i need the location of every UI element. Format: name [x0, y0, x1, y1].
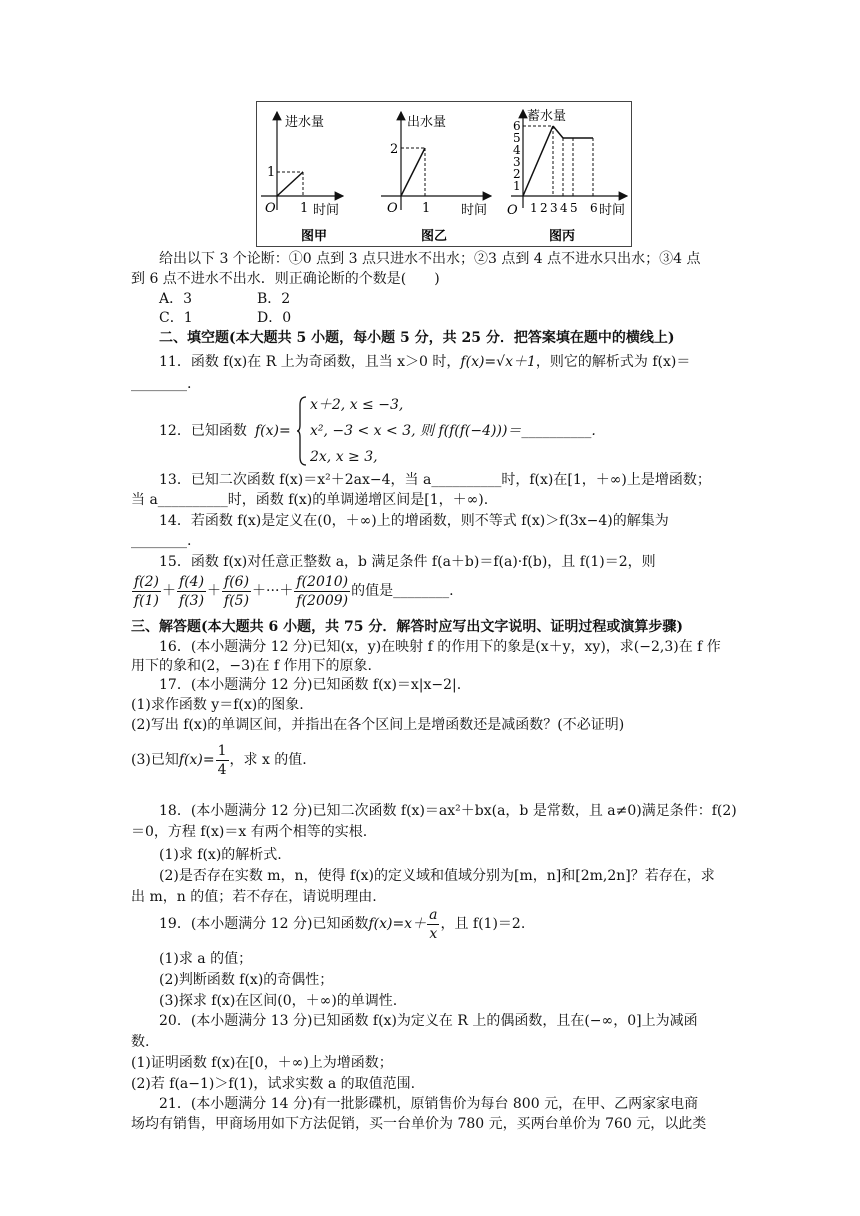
q12-piece2: x², −3 < x < 3, 则 f(f(f(−4)))＝__________. — [310, 423, 596, 439]
q12-piece1: x＋2, x ≤ −3, — [310, 397, 404, 413]
graph-c-yticks — [513, 119, 521, 193]
graph-b-caption: 图乙 — [421, 229, 448, 244]
q15-op3: ＋···＋ — [252, 583, 294, 599]
q12-fx: f(x)= — [255, 423, 291, 439]
svg-text:3: 3 — [550, 201, 558, 215]
q15-sum — [131, 571, 454, 611]
q19-text-c: ，且 f(1)＝2. — [440, 916, 526, 932]
q15-frac2: $\frac{f(4)}{f(3)}$ — [179, 573, 205, 609]
q20-line4: (2)若 f(a−1)＞f(1)，试求实数 a 的取值范围. — [131, 1076, 416, 1092]
graph-c-xlabel: 时间 — [599, 203, 626, 218]
q16-line1: 16．(本小题满分 12 分)已知(x，y)在映射 f 的作用下的象是(x＋y，xy)，求(−2,3)在 f 作 — [159, 639, 721, 655]
svg-text:6: 6 — [513, 119, 521, 133]
graph-c-origin: O — [507, 203, 518, 218]
graph-c-ylabel: 蓄水量 — [527, 109, 567, 124]
q17-text-a: (3)已知 — [131, 752, 179, 768]
figure-panel — [256, 101, 632, 247]
q13-line1: 13．已知二次函数 f(x)＝x²＋2ax−4，当 a__________时，f(x)在[1，＋∞)上是增函数； — [159, 472, 711, 488]
svg-text:1: 1 — [513, 179, 521, 193]
q14-line1: 14．若函数 f(x)是定义在(0，＋∞)上的增函数，则不等式 f(x)＞f(3x−4)的解集为 — [159, 513, 669, 529]
q19-line2: (1)求 a 的值； — [159, 951, 253, 967]
q20-line2: 数. — [131, 1034, 150, 1050]
q15-frac1: $\frac{f(2)}{f(1)}$ — [134, 573, 160, 609]
graph-b-ytick: 2 — [390, 142, 399, 157]
graph-a-origin: O — [265, 201, 276, 216]
q10-option-a: A．3 — [159, 291, 193, 307]
graph-c-caption: 图丙 — [549, 229, 576, 244]
q20-line1: 20．(本小题满分 13 分)已知函数 f(x)为定义在 R 上的偶函数，且在(−∞，0]上为减函 — [159, 1013, 698, 1029]
q20-line3: (1)证明函数 f(x)在[0，＋∞)上为增函数； — [131, 1055, 393, 1071]
q19-line4: (3)探求 f(x)在区间(0，＋∞)的单调性. — [159, 993, 398, 1009]
q11-text-c: ，则它的解析式为 f(x)＝ — [535, 354, 691, 370]
graph-b-origin: O — [387, 201, 398, 216]
svg-text:6: 6 — [590, 201, 598, 215]
q21-line1: 21．(本小题满分 14 分)有一批影碟机，原销售价为每台 800 元，在甲、乙两家家电商 — [159, 1096, 699, 1112]
q11-blank: ________. — [131, 376, 192, 392]
graph-a-ytick: 1 — [267, 165, 276, 180]
q17-line2: (1)求作函数 y＝f(x)的图象. — [131, 697, 304, 713]
q17-frac: $\frac{1}{4}$ — [217, 742, 227, 778]
svg-text:3: 3 — [513, 155, 521, 169]
q15-op1: ＋ — [162, 583, 177, 599]
q21-line2: 场均有销售，甲商场用如下方法促销，买一台单价为 780 元，买两台单价为 760 元，以此类 — [131, 1116, 707, 1132]
q19-fx: f(x)=x＋ — [368, 916, 427, 932]
q17-fx: f(x)= — [178, 752, 215, 768]
q17-line4 — [131, 740, 307, 780]
svg-text:4: 4 — [560, 201, 568, 215]
svg-text:1: 1 — [530, 201, 538, 215]
q18-line4: (2)是否存在实数 m，n，使得 f(x)的定义域和值域分别为[m，n]和[2m,2n]？若存在，求 — [159, 868, 715, 884]
graph-b-xlabel: 时间 — [461, 203, 488, 218]
graph-b — [381, 112, 491, 244]
q19-text-a: 19．(本小题满分 12 分)已知函数 — [159, 916, 369, 932]
q15-tail: 的值是________. — [351, 583, 454, 599]
q17-text-c: ，求 x 的值. — [229, 752, 307, 768]
q17-line3: (2)写出 f(x)的单调区间，并指出在各个区间上是增函数还是减函数？(不必证明) — [131, 717, 625, 733]
q10-line2: 到 6 点不进水不出水．则正确论断的个数是( ) — [131, 271, 440, 287]
graph-a-xtick: 1 — [300, 201, 309, 216]
q15-frac4: $\frac{f(2010)}{f(2009)}$ — [296, 573, 349, 609]
q10-option-c: C．1 — [159, 310, 193, 326]
q11-line1 — [159, 352, 690, 372]
q18-line5: 出 m，n 的值；若不存在，请说明理由. — [131, 889, 377, 905]
q12-label: 12．已知函数 — [159, 423, 247, 439]
q17-line1: 17．(本小题满分 12 分)已知函数 f(x)＝x|x−2|. — [159, 677, 462, 693]
q14-line2: ________. — [131, 533, 192, 549]
q13-line2: 当 a__________时，函数 f(x)的单调递增区间是[1，＋∞). — [131, 492, 489, 508]
q10-option-d: D．0 — [257, 310, 292, 326]
svg-text:2: 2 — [513, 167, 521, 181]
graph-c-xticks — [530, 201, 598, 215]
graph-a-caption: 图甲 — [301, 229, 328, 244]
q15-line1: 15．函数 f(x)对任意正整数 a，b 满足条件 f(a＋b)＝f(a)·f(b)，且 f(1)＝2，则 — [159, 554, 656, 570]
graphs-svg — [257, 102, 631, 246]
graph-b-xtick: 1 — [422, 201, 431, 216]
svg-text:4: 4 — [513, 143, 521, 157]
graph-a — [261, 112, 343, 244]
svg-text:2: 2 — [540, 201, 548, 215]
q19-frac: $\frac{a}{x}$ — [429, 906, 438, 942]
q19-line1 — [159, 904, 525, 944]
svg-text:5: 5 — [513, 131, 521, 145]
q16-line2: 用下的象和(2，−3)在 f 作用下的原象. — [131, 658, 373, 674]
q11-text-a: 11．函数 f(x)在 R 上为奇函数，且当 x＞0 时， — [159, 354, 461, 370]
q15-op2: ＋ — [207, 583, 222, 599]
graph-c — [507, 108, 627, 244]
graph-a-xlabel: 时间 — [313, 203, 340, 218]
graph-b-ylabel: 出水量 — [407, 115, 447, 130]
q18-line1: 18．(本小题满分 12 分)已知二次函数 f(x)＝ax²＋bx(a，b 是常数，且 a≠0)满足条件：f(2) — [159, 803, 737, 819]
q15-frac3: $\frac{f(6)}{f(5)}$ — [224, 573, 250, 609]
graph-a-ylabel: 进水量 — [285, 115, 325, 130]
q18-line3: (1)求 f(x)的解析式. — [159, 847, 282, 863]
svg-text:5: 5 — [570, 201, 578, 215]
q12-piece3: 2x, x ≥ 3, — [310, 449, 378, 465]
q12-brace — [296, 395, 308, 467]
q19-line3: (2)判断函数 f(x)的奇偶性； — [159, 972, 334, 988]
q18-line2: ＝0，方程 f(x)＝x 有两个相等的实根. — [131, 824, 368, 840]
q10-line1: 给出以下 3 个论断：①0 点到 3 点只进水不出水；②3 点到 4 点不进水只出水；③4 点 — [159, 251, 701, 267]
q11-formula: f(x)=√x＋1 — [460, 354, 536, 370]
section2-heading: 二、填空题(本大题共 5 小题，每小题 5 分，共 25 分．把答案填在题中的横线上) — [159, 330, 675, 346]
q10-option-b: B．2 — [257, 291, 291, 307]
section3-heading: 三、解答题(本大题共 6 小题，共 75 分．解答时应写出文字说明、证明过程或演算步骤) — [131, 619, 683, 635]
